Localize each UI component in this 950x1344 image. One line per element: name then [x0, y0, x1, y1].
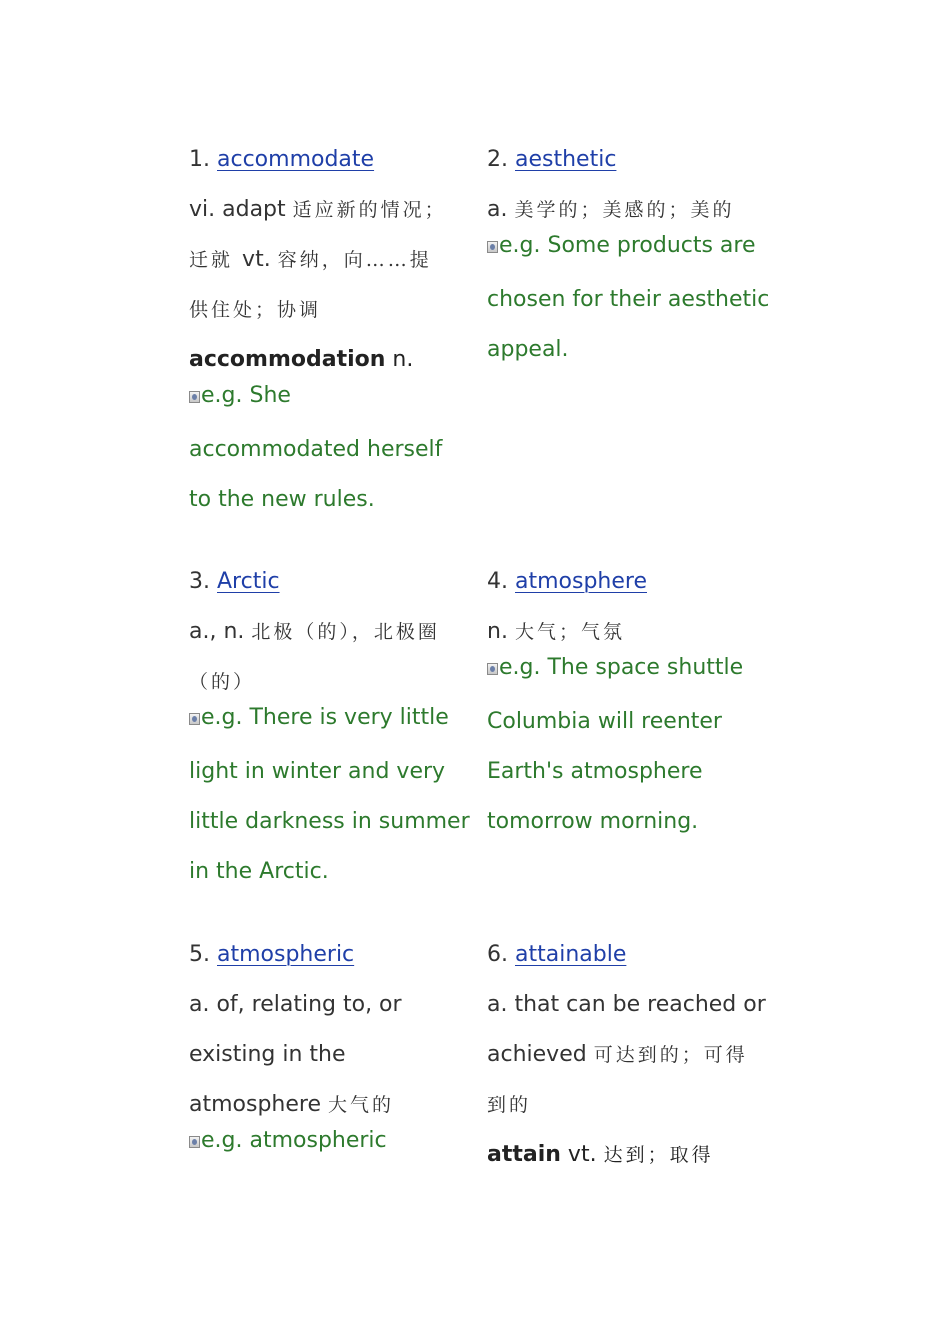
chinese-definition: 可达到的；可得	[593, 1044, 748, 1066]
example-text: e.g. atmospheric	[201, 1128, 387, 1153]
chinese-definition: 容纳，向……提	[277, 249, 432, 271]
entry-heading	[189, 135, 474, 185]
example-icon[interactable]	[189, 713, 200, 725]
definition-line	[189, 285, 474, 335]
chinese-definition: 适应新的情况；	[292, 199, 447, 221]
entry-number: 6.	[487, 942, 508, 967]
entry-4	[487, 557, 772, 847]
example-line: little darkness in summer	[189, 809, 470, 834]
example-first-line	[487, 227, 772, 265]
entry-2	[487, 135, 772, 375]
entry-number: 5.	[189, 942, 210, 967]
entry-heading	[189, 930, 474, 980]
chinese-definition: 北极（的），北极圈	[251, 621, 440, 643]
example-text: e.g. She	[201, 383, 291, 408]
definition-line	[189, 607, 474, 657]
chinese-definition: 大气的	[328, 1094, 395, 1116]
chinese-definition: 美学的；美感的；美的	[514, 199, 735, 221]
example-icon[interactable]	[487, 241, 498, 253]
entry-number: 2.	[487, 147, 508, 172]
definition-line	[487, 1080, 772, 1130]
chinese-definition: 到的	[487, 1094, 532, 1116]
example-line: chosen for their aesthetic	[487, 287, 770, 312]
definition-text: a., n.	[189, 619, 252, 644]
example-line: accommodated herself	[189, 437, 443, 462]
definition-text: a. of, relating to, or	[189, 992, 402, 1017]
chinese-definition: 迁就	[189, 249, 243, 271]
definition-line	[189, 185, 474, 235]
entry-heading	[487, 930, 772, 980]
derived-pos: vt.	[560, 1142, 604, 1167]
word-link[interactable]: aesthetic	[515, 147, 617, 172]
chinese-definition: 供住处；协调	[189, 299, 322, 321]
definition-text: n.	[487, 619, 515, 644]
entry-number: 1.	[189, 147, 210, 172]
example-line: appeal.	[487, 337, 569, 362]
definition-text: a. that can be reached or	[487, 992, 766, 1017]
derived-word: attain	[487, 1142, 561, 1167]
word-link[interactable]: atmosphere	[515, 569, 647, 594]
entry-number: 3.	[189, 569, 210, 594]
definition-line	[189, 980, 474, 1030]
definition-text: existing in the	[189, 1042, 346, 1067]
example-icon[interactable]	[189, 391, 200, 403]
example-line: tomorrow morning.	[487, 809, 699, 834]
entry-3	[189, 557, 474, 897]
derived-chinese: 达到；取得	[603, 1144, 714, 1166]
definition-text: vi. adapt	[189, 197, 293, 222]
word-link[interactable]: accommodate	[217, 147, 375, 172]
example-line: to the new rules.	[189, 487, 375, 512]
entry-1	[189, 135, 474, 525]
derived-word: accommodation	[189, 347, 386, 372]
entry-number: 4.	[487, 569, 508, 594]
definition-line	[189, 1030, 474, 1080]
example-text: e.g. Some products are	[499, 233, 756, 258]
example-icon[interactable]	[487, 663, 498, 675]
entry-6	[487, 930, 772, 1180]
entry-heading	[487, 135, 772, 185]
example-icon[interactable]	[189, 1136, 200, 1148]
example-text: e.g. The space shuttle	[499, 655, 744, 680]
entry-heading	[487, 557, 772, 607]
definition-line	[487, 1030, 772, 1080]
word-link[interactable]: atmospheric	[217, 942, 355, 967]
example-first-line	[189, 1122, 474, 1160]
word-link[interactable]: attainable	[515, 942, 627, 967]
example-text: e.g. There is very little	[201, 705, 449, 730]
example-line: light in winter and very	[189, 759, 446, 784]
definition-text: atmosphere	[189, 1092, 328, 1117]
example-line: in the Arctic.	[189, 859, 329, 884]
entry-heading	[189, 557, 474, 607]
definition-text: achieved	[487, 1042, 594, 1067]
derived-word-line	[487, 1130, 772, 1180]
word-link[interactable]: Arctic	[217, 569, 280, 594]
example-first-line	[189, 699, 474, 737]
example-line: Earth's atmosphere	[487, 759, 703, 784]
example-line: Columbia will reenter	[487, 709, 722, 734]
definition-line	[189, 235, 474, 285]
chinese-definition: 大气；气氛	[514, 621, 625, 643]
entry-5	[189, 930, 474, 1160]
chinese-definition: （的）	[189, 671, 256, 693]
definition-text: vt.	[242, 247, 278, 272]
derived-pos: n.	[385, 347, 414, 372]
example-first-line	[487, 649, 772, 687]
definition-text: a.	[487, 197, 515, 222]
definition-line	[487, 980, 772, 1030]
